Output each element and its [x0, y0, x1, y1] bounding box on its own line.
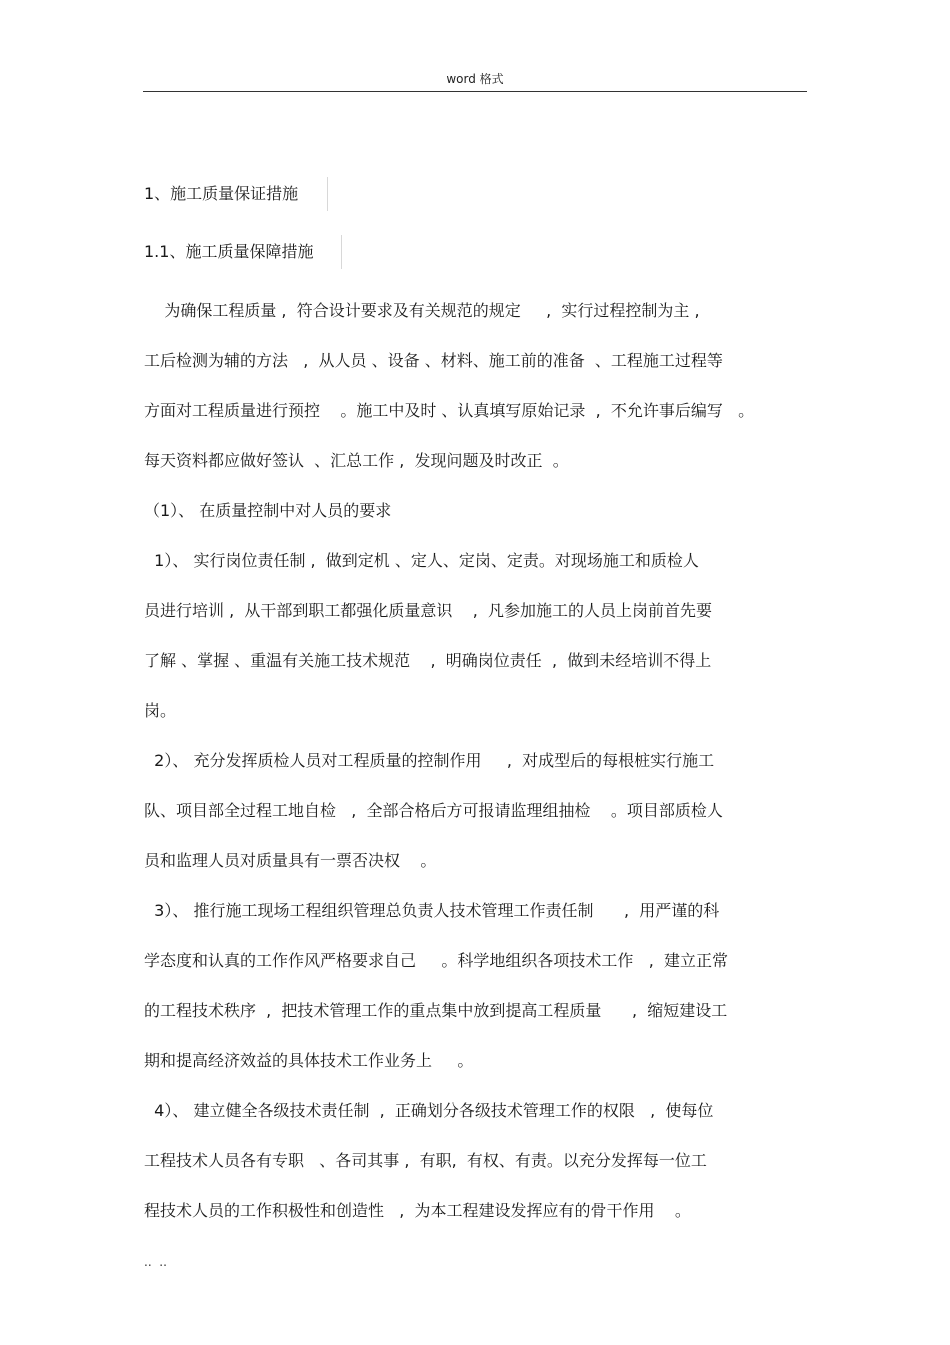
- section-heading: 1、施工质量保证措施: [144, 184, 299, 203]
- body-line: 3）、 推行施工现场工程组织管理总负责人技术管理工作责任制 , 用严谨的科: [144, 901, 720, 920]
- body-line: 期和提高经济效益的具体技术工作业务上 。: [144, 1051, 474, 1070]
- page-header: word 格式: [446, 72, 504, 86]
- header-divider: [143, 91, 807, 92]
- body-line: 员进行培训 , 从干部到职工都强化质量意识 , 凡参加施工的人员上岗前首先要: [144, 601, 712, 620]
- body-line: 方面对工程质量进行预控 。施工中及时 、认真填写原始记录 , 不允许事后编写 。: [144, 401, 755, 420]
- body-line: 学态度和认真的工作作风严格要求自己 。科学地组织各项技术工作 , 建立正常: [144, 951, 728, 970]
- body-line: 为确保工程质量 , 符合设计要求及有关规范的规定 , 实行过程控制为主 ,: [144, 301, 700, 320]
- body-line: 岗。: [144, 701, 177, 720]
- body-line: 4）、 建立健全各级技术责任制 , 正确划分各级技术管理工作的权限 , 使每位: [144, 1101, 714, 1120]
- body-line: 程技术人员的工作积极性和创造性 , 为本工程建设发挥应有的骨干作用 。: [144, 1201, 691, 1220]
- body-line: 每天资料都应做好签认 、汇总工作 , 发现问题及时改正 。: [144, 451, 569, 470]
- body-line: 工程技术人员各有专职 、各司其事 , 有职, 有权、有责。以充分发挥每一位工: [144, 1151, 707, 1170]
- body-line: 工后检测为辅的方法 , 从人员 、设备 、材料、施工前的准备 、工程施工过程等: [144, 351, 723, 370]
- body-line: 的工程技术秩序 , 把技术管理工作的重点集中放到提高工程质量 , 缩短建设工: [144, 1001, 728, 1020]
- body-line: （1）、 在质量控制中对人员的要求: [144, 501, 392, 520]
- page-footer: .. ..: [144, 1255, 167, 1269]
- body-line: 队、项目部全过程工地自检 , 全部合格后方可报请监理组抽检 。项目部质检人: [144, 801, 723, 820]
- subsection-heading: 1.1、施工质量保障措施: [144, 242, 314, 261]
- body-line: 1）、 实行岗位责任制 , 做到定机 、定人、定岗、定责。对现场施工和质检人: [144, 551, 699, 570]
- body-line: 2）、 充分发挥质检人员对工程质量的控制作用 , 对成型后的每根桩实行施工: [144, 751, 715, 770]
- body-line: 员和监理人员对质量具有一票否决权 。: [144, 851, 437, 870]
- body-line: 了解 、掌握 、重温有关施工技术规范 , 明确岗位责任 , 做到未经培训不得上: [144, 651, 712, 670]
